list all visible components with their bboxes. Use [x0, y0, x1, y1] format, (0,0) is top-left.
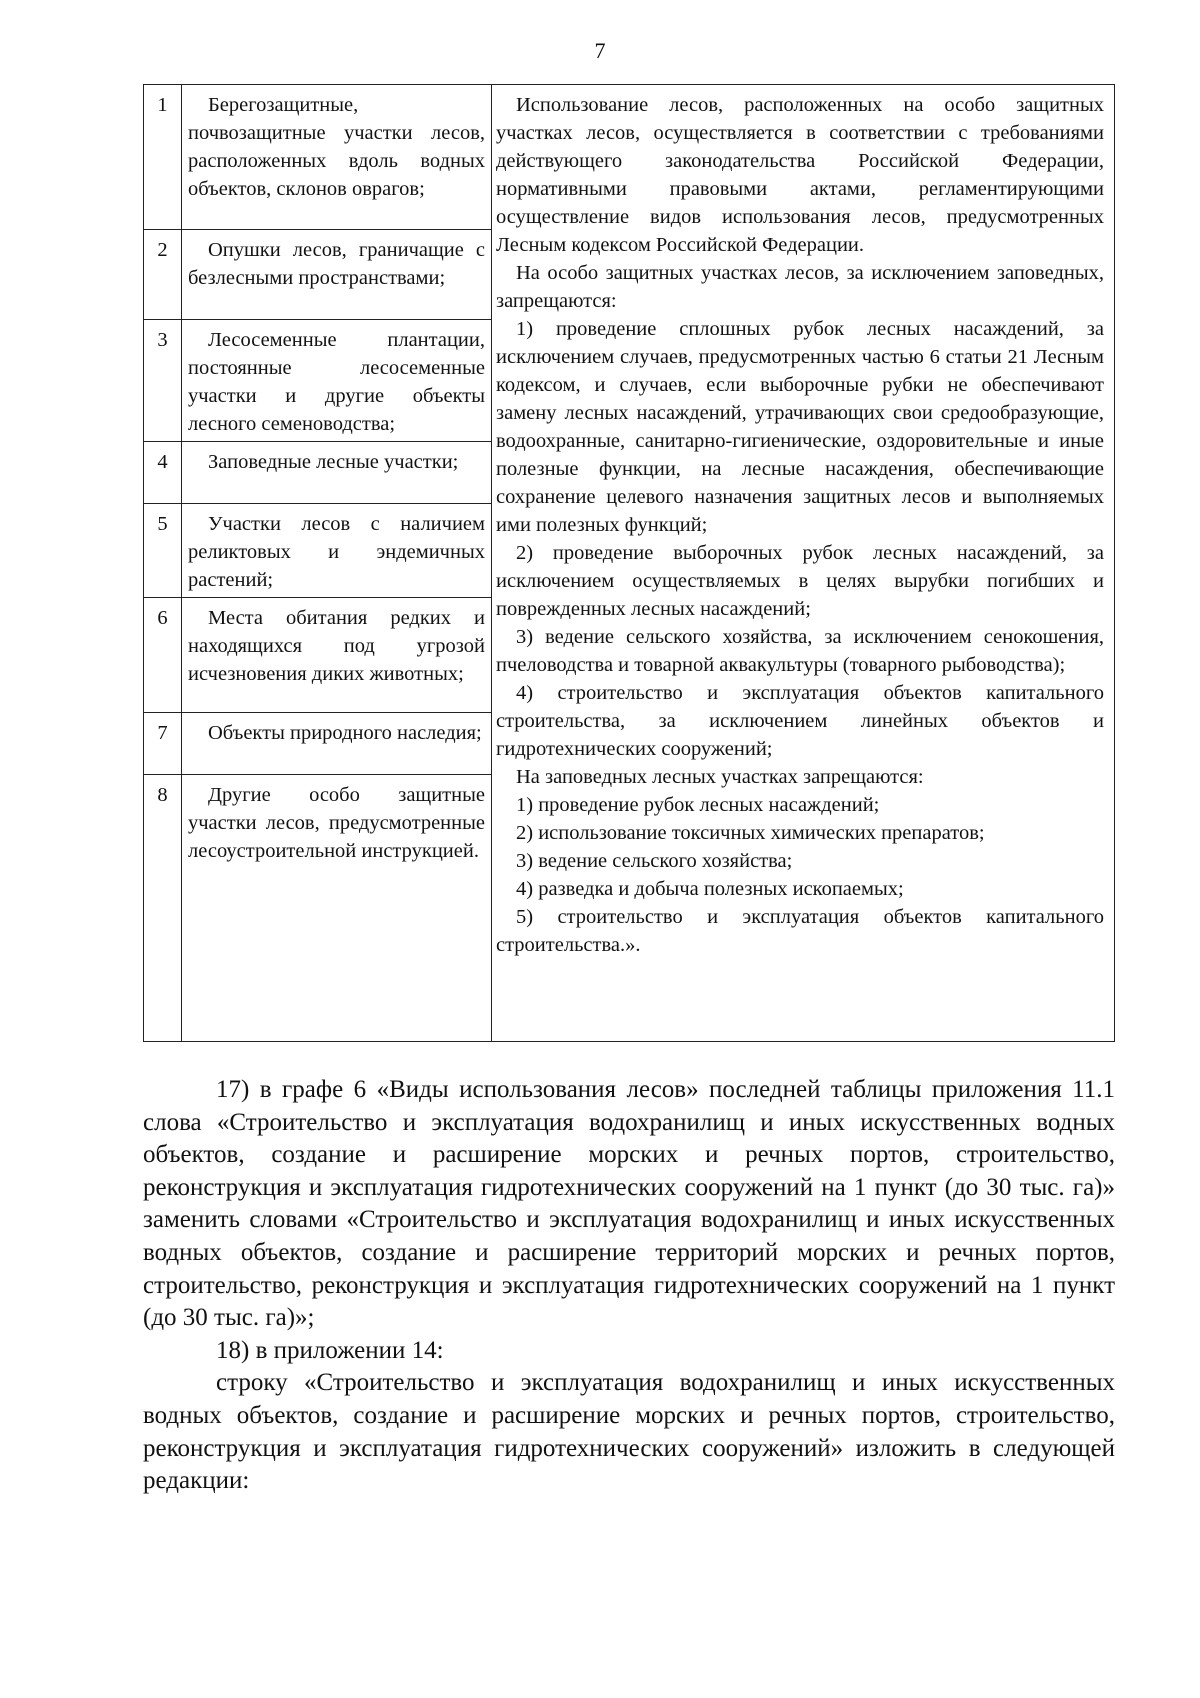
protective-forest-areas-table [143, 84, 1115, 1042]
row-name-text: Лесосеменные плантации, постоянные лесосеменные участки и другие объекты лесного семеноводства; [188, 329, 485, 435]
row-number: 5 [144, 504, 182, 598]
row-name-text: Участки лесов с наличием реликтовых и эндемичных растений; [188, 513, 485, 591]
row-name [182, 442, 492, 504]
row-number: 3 [144, 320, 182, 442]
row-name [182, 85, 492, 230]
row-name [182, 598, 492, 713]
row-name [182, 504, 492, 598]
usage-description-cell [492, 85, 1115, 1042]
description-paragraph: 2) использование токсичных химических препаратов; [516, 822, 985, 844]
page-number: 7 [594, 38, 606, 63]
row-name [182, 775, 492, 1042]
row-name-text: Заповедные лесные участки; [208, 451, 459, 473]
row-number: 1 [144, 85, 182, 230]
row-name-text: Другие особо защитные участки лесов, предусмотренные лесоустроительной инструкцией. [188, 784, 485, 862]
row-name [182, 230, 492, 320]
amendment-paragraph-row: строку «Строительство и эксплуатация водохранилищ и иных искусственных водных объектов, создание и расширение морских и речных портов, строительство, реконструкция и эксплуатация гидротехнических сооружений» изложить в следующей редакции: [143, 1369, 1115, 1495]
description-paragraph: На заповедных лесных участках запрещаются: [516, 766, 924, 788]
amendment-paragraph-17: 17) в графе 6 «Виды использования лесов» последней таблицы приложения 11.1 слова «Строительство и эксплуатация водохранилищ и иных искусственных водных объектов, создание и расширение морских и речных портов, строительство, реконструкция и эксплуатация гидротехнических сооружений на 1 пункт (до 30 тыс. га)» заменить словами «Строительство и эксплуатация водохранилищ и иных искусственных водных объектов, создание и расширение территорий морских и речных портов, строительство, реконструкция и эксплуатация гидротехнических сооружений на 1 пункт (до 30 тыс. га)»; [143, 1076, 1115, 1332]
row-name-text: Берегозащитные, почвозащитные участки лесов, расположенных вдоль водных объектов, склонов оврагов; [188, 94, 485, 200]
row-name-text: Объекты природного наследия; [208, 722, 482, 744]
description-paragraph: 3) ведение сельского хозяйства; [516, 850, 793, 872]
row-name [182, 713, 492, 775]
amendment-text [143, 1074, 1115, 1498]
description-paragraph: На особо защитных участках лесов, за исключением заповедных, запрещаются: [496, 262, 1104, 312]
description-paragraph: 4) разведка и добыча полезных ископаемых; [516, 878, 904, 900]
description-paragraph: 2) проведение выборочных рубок лесных насаждений, за исключением осуществляемых в целях вырубки погибших и поврежденных лесных насаждений; [496, 542, 1104, 620]
description-paragraph: 4) строительство и эксплуатация объектов капитального строительства, за исключением линейных объектов и гидротехнических сооружений; [496, 682, 1104, 760]
row-name-text: Места обитания редких и находящихся под угрозой исчезновения диких животных; [188, 607, 485, 685]
row-number: 2 [144, 230, 182, 320]
description-paragraph: 3) ведение сельского хозяйства, за исключением сенокошения, пчеловодства и товарной аквакультуры (товарного рыбоводства); [496, 626, 1104, 676]
description-paragraph: 1) проведение рубок лесных насаждений; [516, 794, 880, 816]
description-paragraph: 5) строительство и эксплуатация объектов капитального строительства.». [496, 906, 1104, 956]
table-row [144, 85, 1115, 230]
row-number: 7 [144, 713, 182, 775]
row-number: 8 [144, 775, 182, 1042]
row-number: 6 [144, 598, 182, 713]
row-name-text: Опушки лесов, граничащие с безлесными пространствами; [188, 239, 485, 289]
amendment-paragraph-18: 18) в приложении 14: [216, 1336, 444, 1364]
row-name [182, 320, 492, 442]
description-paragraph: Использование лесов, расположенных на особо защитных участках лесов, осуществляется в соответствии с требованиями действующего законодательства Российской Федерации, нормативными правовыми актами, регламентирующими осуществление видов использования лесов, предусмотренных Лесным кодексом Российской Федерации. [496, 94, 1104, 256]
row-number: 4 [144, 442, 182, 504]
description-paragraph: 1) проведение сплошных рубок лесных насаждений, за исключением случаев, предусмотренных частью 6 статьи 21 Лесным кодексом, и случаев, если выборочные рубки не обеспечивают замену лесных насаждений, утрачивающих свои средообразующие, водоохранные, санитарно-гигиенические, оздоровительные и иные полезные функции, на лесные насаждения, обеспечивающие сохранение целевого назначения защитных лесов и выполняемых ими полезных функций; [496, 318, 1104, 536]
